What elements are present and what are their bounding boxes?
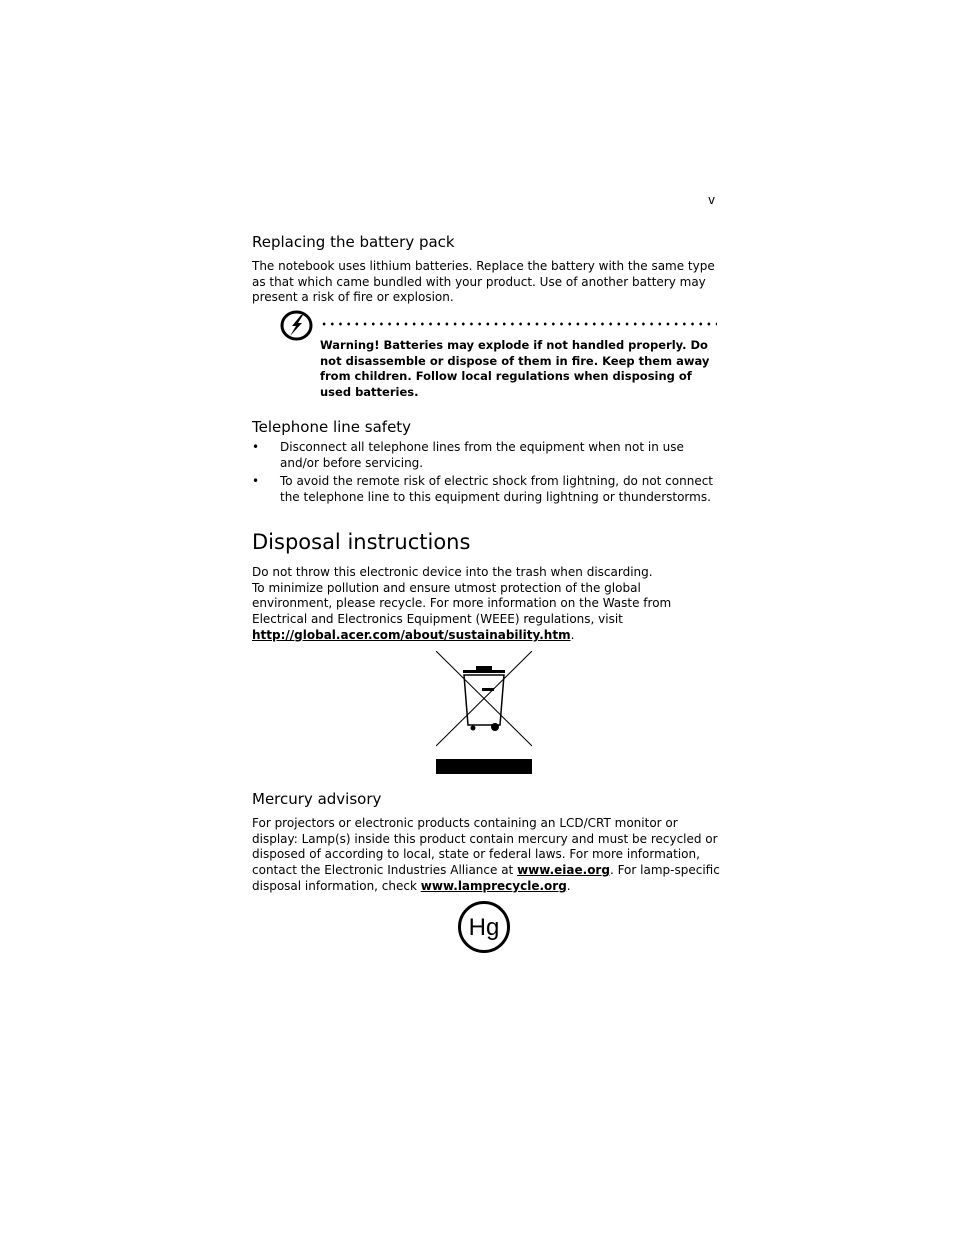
disposal-link-suffix: . xyxy=(570,627,575,642)
battery-body: The notebook uses lithium batteries. Replace the battery with the same type as that which came bundled with your product. Use of another battery may present a risk of fire or explosion. xyxy=(252,259,715,305)
bullet-text: Disconnect all telephone lines from the equipment when not in use and/or before servicing. xyxy=(280,440,684,470)
page-number: v xyxy=(708,193,716,207)
disposal-line1: Do not throw this electronic device into the trash when discarding. xyxy=(252,565,653,579)
mercury-text-3: . xyxy=(566,878,571,893)
mercury-text-2: . For lamp-specific disposal information, check xyxy=(252,863,720,893)
disposal-body xyxy=(252,565,722,644)
warning-divider xyxy=(320,322,717,326)
lightning-warning-icon xyxy=(280,310,313,341)
bullet-text: To avoid the remote risk of electric shock from lightning, do not connect the telephone line to this equipment during lightning or thunderstorms. xyxy=(280,473,714,504)
weee-link[interactable]: http://global.acer.com/about/sustainability.htm xyxy=(252,627,571,642)
weee-crossed-bin-icon xyxy=(436,651,532,774)
disposal-line2: To minimize pollution and ensure utmost protection of the global environment, please recycle. For more information on the Waste from Electrical and Electronics Equipment (WEEE) regulations, visit xyxy=(252,580,672,627)
mercury-hg-icon xyxy=(457,900,511,954)
bullet-glyph: • xyxy=(252,473,260,488)
battery-warning-text: Warning! Batteries may explode if not handled properly. Do not disassemble or dispose of them in fire. Keep them away from children. Follow local regulations when disposing of used batteries. xyxy=(320,338,710,399)
hg-symbol-text: Hg xyxy=(468,914,500,941)
telephone-bullet-list xyxy=(252,440,720,508)
mercury-body xyxy=(252,816,722,895)
mercury-text-1: For projectors or electronic products containing an LCD/CRT monitor or display: Lamp(s) inside this product contain mercury and must be recycled or disposed of according to local, state or federal laws. For more information, contact the Electronic Industries Alliance at xyxy=(252,816,718,878)
lamprecycle-link[interactable]: www.lamprecycle.org xyxy=(420,878,567,893)
disposal-title: Disposal instructions xyxy=(252,530,471,554)
eiae-link[interactable]: www.eiae.org xyxy=(517,863,610,878)
battery-heading: Replacing the battery pack xyxy=(252,233,455,251)
list-item xyxy=(252,440,720,471)
list-item xyxy=(252,474,720,505)
mercury-heading: Mercury advisory xyxy=(252,790,382,808)
bullet-glyph: • xyxy=(252,440,260,454)
telephone-heading: Telephone line safety xyxy=(252,418,412,436)
